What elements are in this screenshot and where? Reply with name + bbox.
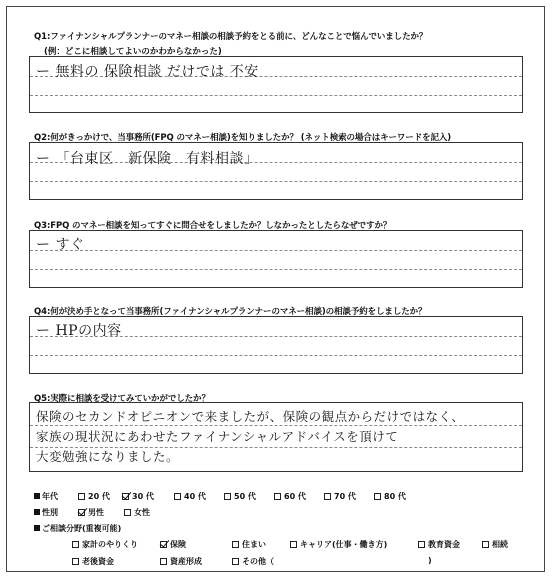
answer-box-1 [29, 56, 523, 113]
checkbox[interactable] [224, 493, 231, 500]
age-option-60[interactable]: 60 代 [274, 491, 306, 502]
checkbox[interactable] [160, 558, 167, 565]
answer-box-4 [29, 316, 523, 374]
age-option-20[interactable]: 20 代 [78, 491, 110, 502]
answer-5-line-3: 大変勉強になりました。 [36, 449, 180, 464]
field-option-education[interactable]: 教育資金 [418, 539, 460, 550]
checkbox[interactable] [232, 541, 239, 548]
answer-rule [30, 250, 522, 251]
checkbox[interactable] [482, 541, 489, 548]
field-row [34, 523, 121, 534]
age-row [34, 491, 58, 502]
question-1-label: Q1:ファイナンシャルプランナーのマネー相談の相談予約をとる前に、どんなことで悩んでいましたか？ [34, 32, 428, 42]
answer-rule [30, 181, 522, 182]
question-4-label: Q4:何が決め手となって当事務所(ファイナンシャルプランナーのマネー相談)の相談予約をしましたか？ [34, 307, 427, 317]
answer-box-3 [29, 230, 523, 288]
age-option-50[interactable]: 50 代 [224, 491, 256, 502]
checkbox[interactable] [374, 493, 381, 500]
answer-rule [30, 95, 522, 96]
field-option-household[interactable]: 家計のやりくり [72, 539, 138, 550]
field-option-insurance[interactable]: 保険 [160, 539, 186, 550]
checkbox-checked[interactable] [122, 493, 129, 500]
field-option-retirement[interactable]: 老後資金 [72, 556, 114, 567]
gender-row [34, 507, 58, 518]
age-label: 年代 [42, 492, 58, 501]
age-option-40[interactable]: 40 代 [174, 491, 206, 502]
checkbox-checked[interactable] [160, 541, 167, 548]
other-close-paren: ) [428, 556, 432, 565]
question-2-label: Q2:何がきっかけで、当事務所(FPQ のマネー相談)を知りましたか？ (ネット検索の場合はキーワードを記入) [34, 133, 452, 143]
field-option-other[interactable]: その他（ [232, 556, 274, 567]
checkbox[interactable] [232, 558, 239, 565]
answer-4-text: ー HPの内容 [36, 323, 122, 339]
question-5-label: Q5:実際に相談を受けてみていかがでしたか？ [34, 394, 210, 404]
checkbox[interactable] [418, 541, 425, 548]
answer-5-line-2: 家族の現状況にあわせたファイナンシャルアドバイスを頂けて [36, 429, 399, 444]
gender-option-male[interactable]: 男性 [78, 507, 104, 518]
checkbox[interactable] [274, 493, 281, 500]
checkbox[interactable] [78, 493, 85, 500]
age-option-80[interactable]: 80 代 [374, 491, 406, 502]
bullet-square [34, 493, 40, 499]
gender-option-female[interactable]: 女性 [124, 507, 150, 518]
checkbox[interactable] [72, 541, 79, 548]
age-option-70[interactable]: 70 代 [324, 491, 356, 502]
question-1-example: (例：どこに相談してよいのかわからなかった) [44, 47, 222, 57]
question-3-label: Q3:FPQ のマネー相談を知ってすぐに問合せをしましたか？しなかったとしたらなぜですか？ [34, 221, 392, 231]
answer-rule [30, 355, 522, 356]
checkbox-checked[interactable] [78, 509, 85, 516]
answer-1-text: ー 無料の 保険相談 だけでは 不安 [36, 64, 259, 80]
age-option-30[interactable]: 30 代 [122, 491, 154, 502]
bullet-square [34, 509, 40, 515]
answer-2-text: ー 「台東区 新保険 有料相談」 [36, 151, 259, 167]
field-option-housing[interactable]: 住まい [232, 539, 266, 550]
field-option-career[interactable]: キャリア(仕事・働き方) [290, 539, 387, 550]
field-option-assets[interactable]: 資産形成 [160, 556, 202, 567]
answer-rule [30, 425, 522, 426]
answer-box-2 [29, 142, 523, 200]
checkbox[interactable] [324, 493, 331, 500]
field-option-inheritance[interactable]: 相続 [482, 539, 508, 550]
checkbox[interactable] [290, 541, 297, 548]
field-label: ご相談分野(重複可能) [42, 524, 122, 533]
checkbox[interactable] [174, 493, 181, 500]
answer-box-5 [29, 402, 523, 472]
answer-3-text: ー すぐ [36, 237, 85, 253]
bullet-square [34, 525, 40, 531]
checkbox[interactable] [124, 509, 131, 516]
answer-rule [30, 269, 522, 270]
answer-5-line-1: 保険のセカンドオピニオンで来ましたが、保険の観点からだけではなく、 [36, 409, 465, 424]
checkbox[interactable] [72, 558, 79, 565]
gender-label: 性別 [42, 508, 58, 517]
